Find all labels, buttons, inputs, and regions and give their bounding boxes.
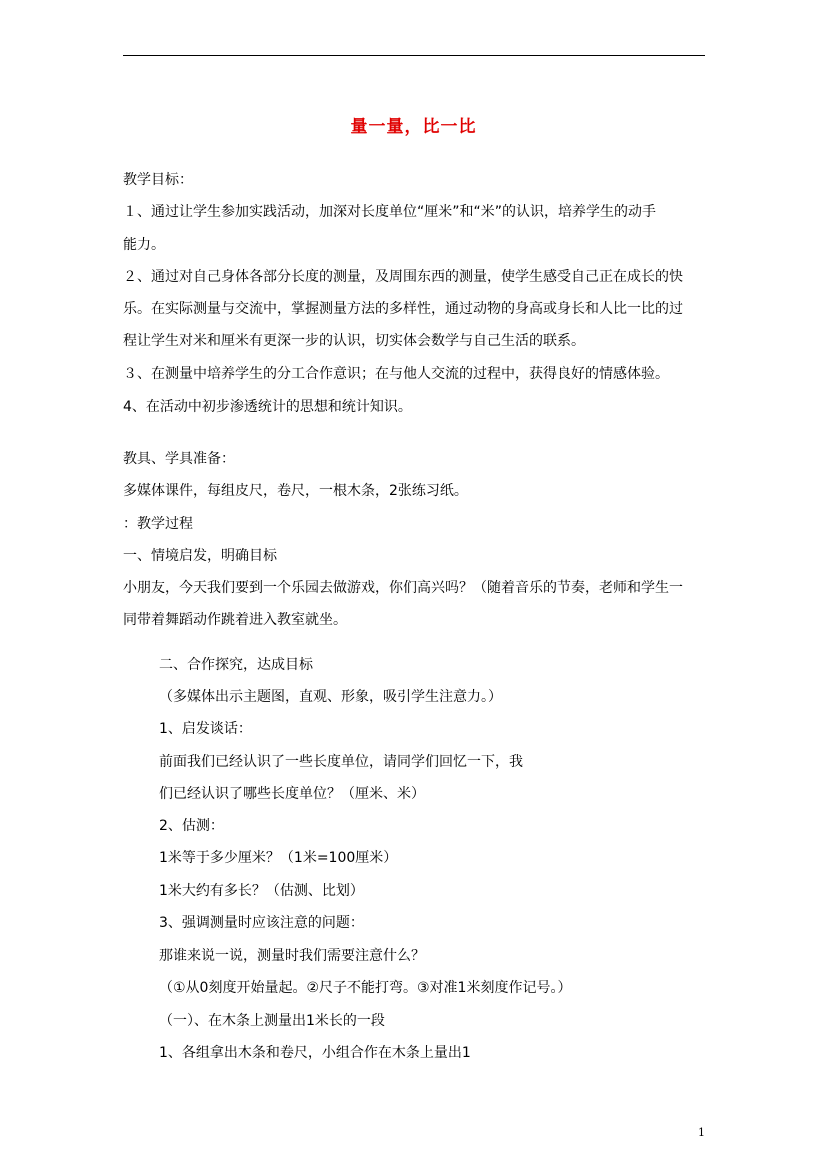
paragraph-line: 小朋友，今天我们要到一个乐园去做游戏，你们高兴吗？（随着音乐的节奏，老师和学生一 (123, 580, 683, 596)
paragraph-line: 3、强调测量时应该注意的问题： (159, 915, 364, 931)
paragraph-line: 1、启发谈话： (159, 721, 252, 737)
section-heading-materials: 教具、学具准备： (123, 451, 235, 467)
paragraph-line: 们已经认识了哪些长度单位？（厘米、米） (159, 786, 425, 802)
paragraph-line: （多媒体出示主题图，直观、形象，吸引学生注意力。） (159, 689, 502, 705)
paragraph-line: 1米等于多少厘米？（1米=100厘米） (159, 850, 398, 866)
page-number: 1 (698, 1126, 705, 1139)
paragraph-line: （①从0刻度开始量起。②尺子不能打弯。③对准1米刻度作记号。） (159, 980, 572, 996)
header-rule (123, 55, 705, 56)
section-heading-part-two: 二、合作探究，达成目标 (159, 657, 313, 673)
paragraph-line: 那谁来说一说，测量时我们需要注意什么？ (159, 948, 425, 964)
paragraph-line: １、通过让学生参加实践活动，加深对长度单位“厘米”和“米”的认识，培养学生的动手 (123, 204, 657, 220)
paragraph-line: 程让学生对米和厘米有更深一步的认识，切实体会数学与自己生活的联系。 (123, 333, 585, 349)
paragraph-line: 乐。在实际测量与交流中，掌握测量方法的多样性，通过动物的身高或身长和人比一比的过 (123, 301, 683, 317)
section-heading-objectives: 教学目标： (123, 172, 193, 188)
paragraph-line: 1米大约有多长？（估测、比划） (159, 883, 364, 899)
paragraph-line: ３、在测量中培养学生的分工合作意识；在与他人交流的过程中，获得良好的情感体验。 (123, 366, 669, 382)
paragraph-line: 能力。 (123, 237, 165, 253)
section-heading-process: ：教学过程 (123, 516, 193, 532)
paragraph-line: 1、各组拿出木条和卷尺，小组合作在木条上量出1 (159, 1045, 471, 1061)
paragraph-line: 同带着舞蹈动作跳着进入教室就坐。 (123, 612, 347, 628)
paragraph-line: （一）、在木条上测量出1米长的一段 (159, 1013, 385, 1029)
paragraph-line: 4、在活动中初步渗透统计的思想和统计知识。 (123, 399, 412, 415)
paragraph-line: ２、通过对自己身体各部分长度的测量，及周围东西的测量，使学生感受自己正在成长的快 (123, 269, 683, 285)
paragraph-line: 前面我们已经认识了一些长度单位，请同学们回忆一下，我 (159, 754, 523, 770)
paragraph-line: 多媒体课件，每组皮尺，卷尺，一根木条，2张练习纸。 (123, 483, 468, 499)
document-title: 量一量，比一比 (350, 117, 477, 137)
section-heading-part-one: 一、情境启发，明确目标 (123, 548, 277, 564)
paragraph-line: 2、估测： (159, 818, 224, 834)
